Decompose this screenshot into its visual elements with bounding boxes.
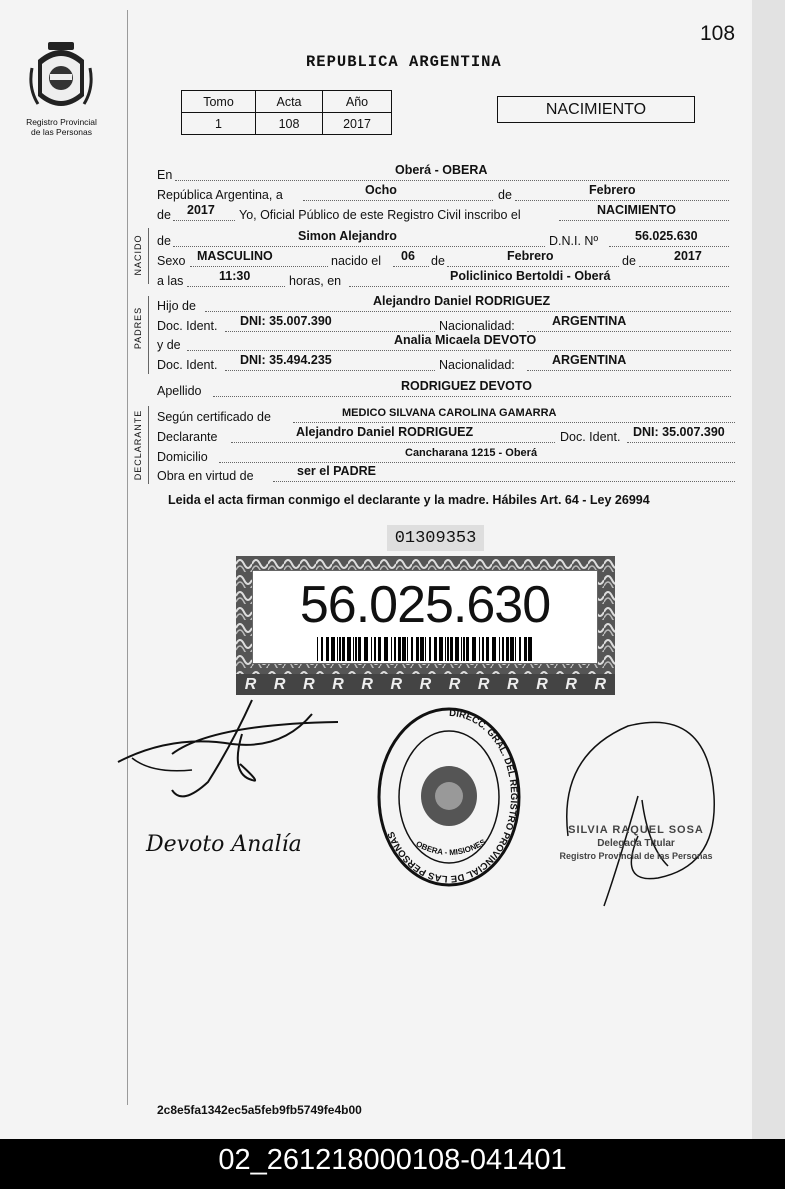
sticker-r-glyph: R <box>303 675 315 693</box>
field-dni: 56.025.630 <box>635 229 698 243</box>
sticker-r-glyph: R <box>594 675 607 693</box>
father-signature-icon <box>112 694 352 810</box>
stamp-text: DIRECC. GRAL. DEL REGISTRO PROVINCIAL DE LAS PERSONAS <box>385 707 519 885</box>
logo-caption: Registro Provincial de las Personas <box>26 117 97 137</box>
page-edge <box>752 0 785 1139</box>
barcode-bar <box>402 637 406 661</box>
barcode-bar <box>331 637 335 661</box>
row-sexo: Sexo MASCULINO nacido el 06 de Febrero de 2017 <box>157 251 729 269</box>
field-tipo: NACIMIENTO <box>597 203 676 217</box>
row-declarante: Declarante Alejandro Daniel RODRIGUEZ Doc. Ident. DNI: 35.007.390 <box>157 427 735 445</box>
sticker-label <box>252 570 598 664</box>
barcode-bar <box>455 637 459 661</box>
officer-office: Registro Provincial de las Personas <box>559 851 713 861</box>
side-label-padres: PADRES <box>133 306 143 350</box>
table-header-acta: Acta <box>256 91 323 113</box>
sticker-dni: 56.025.630 <box>299 576 551 634</box>
barcode-bar <box>499 637 500 661</box>
barcode-bar <box>394 637 396 661</box>
barcode-bar <box>347 637 351 661</box>
barcode-bar <box>407 637 408 661</box>
barcode-bar <box>445 637 446 661</box>
barcode-bar <box>384 637 388 661</box>
field-anio: 2017 <box>674 249 702 263</box>
field-lugar-nacimiento: Policlinico Bertoldi - Oberá <box>450 269 611 283</box>
barcode-bar <box>515 637 516 661</box>
sticker-r-strip <box>236 674 615 695</box>
field-certificado: MEDICO SILVANA CAROLINA GAMARRA <box>342 407 557 419</box>
tomo-acta-ano-table <box>181 90 392 135</box>
row-madre: y de Analia Micaela DEVOTO <box>157 335 731 353</box>
field-lugar: Oberá - OBERA <box>395 163 488 177</box>
act-type-box: NACIMIENTO <box>497 96 695 123</box>
field-padre: Alejandro Daniel RODRIGUEZ <box>373 294 551 308</box>
field-apellido: RODRIGUEZ DEVOTO <box>401 379 533 393</box>
row-en: En Oberá - OBERA <box>157 165 729 183</box>
barcode-bar <box>492 637 496 661</box>
footer-file-id: 02_261218000108-041401 <box>0 1139 785 1189</box>
sticker-r-glyph: R <box>477 675 490 693</box>
barcode-bar <box>472 637 476 661</box>
barcode-bar <box>374 637 376 661</box>
provincial-seal-icon <box>28 38 94 116</box>
barcode-bar <box>434 637 437 661</box>
sticker-r-glyph: R <box>332 675 344 693</box>
dni-sticker <box>236 556 615 695</box>
row-nombre: de Simon Alejandro D.N.I. Nº 56.025.630 <box>157 231 729 249</box>
barcode-bar <box>486 637 489 661</box>
table-value-tomo: 1 <box>182 113 256 135</box>
field-domicilio: Cancharana 1215 - Oberá <box>405 447 538 459</box>
sticker-r-glyph: R <box>244 675 257 693</box>
officer-stamp <box>556 824 716 863</box>
stamp-bottom-text: OBERA - MISIONES <box>414 837 488 858</box>
sticker-r-glyph: R <box>390 675 403 693</box>
field-anio-acta: 2017 <box>187 203 215 217</box>
barcode-bar <box>358 637 361 661</box>
barcode-bar <box>321 637 323 661</box>
row-domicilio: Domicilio Cancharana 1215 - Oberá <box>157 447 735 465</box>
field-hora: 11:30 <box>219 269 251 283</box>
field-dia: 06 <box>401 249 415 263</box>
row-apellido: Apellido RODRIGUEZ DEVOTO <box>157 381 731 399</box>
row-padre-doc: Doc. Ident. DNI: 35.007.390 Nacionalidad: ARGENTINA <box>157 316 731 334</box>
barcode-bar <box>342 637 345 661</box>
barcode-bar <box>447 637 449 661</box>
official-stamp-icon <box>375 704 523 890</box>
document-title: REPUBLICA ARGENTINA <box>306 53 502 71</box>
field-madre-doc: DNI: 35.494.235 <box>240 353 332 367</box>
barcode-bar <box>425 637 426 661</box>
sticker-r-glyph: R <box>273 675 286 693</box>
side-label-nacido: NACIDO <box>133 234 143 276</box>
field-madre: Analia Micaela DEVOTO <box>394 333 537 347</box>
document-hash: 2c8e5fa1342ec5a5feb9fb5749fe4b00 <box>157 1103 362 1117</box>
barcode-bar <box>355 637 357 661</box>
field-declarante-doc: DNI: 35.007.390 <box>633 425 725 439</box>
row-padre: Hijo de Alejandro Daniel RODRIGUEZ <box>157 296 731 314</box>
table-header-tomo: Tomo <box>182 91 256 113</box>
side-label-declarante: DECLARANTE <box>133 409 143 481</box>
barcode-bar <box>439 637 443 661</box>
barcode-bar <box>482 637 484 661</box>
barcode-bar <box>391 637 392 661</box>
serial-number: 01309353 <box>387 525 484 551</box>
barcode-bar <box>317 637 318 661</box>
barcode-bar <box>461 637 462 661</box>
barcode-bar <box>450 637 453 661</box>
barcode-bar <box>528 637 532 661</box>
barcode-bar <box>411 637 413 661</box>
field-padre-nacionalidad: ARGENTINA <box>552 314 627 328</box>
page-number: 108 <box>700 22 736 45</box>
row-yo: de 2017 Yo, Oficial Público de este Registro Civil inscribo el NACIMIENTO <box>157 205 729 223</box>
barcode-icon <box>317 637 537 661</box>
field-dia-palabra: Ocho <box>365 183 397 197</box>
row-obra: Obra en virtud de ser el PADRE <box>157 466 735 484</box>
field-nombre: Simon Alejandro <box>298 229 397 243</box>
margin-line <box>127 10 128 1105</box>
barcode-bar <box>398 637 401 661</box>
barcode-bar <box>337 637 338 661</box>
officer-title: Delegada Titular <box>597 838 675 849</box>
barcode-bar <box>506 637 509 661</box>
row-certificado: Según certificado de MEDICO SILVANA CAROLINA GAMARRA <box>157 407 735 425</box>
table-value-acta: 108 <box>256 113 323 135</box>
closing-text: Leida el acta firman conmigo el declarante y la madre. Hábiles Art. 64 - Ley 26994 <box>168 493 650 507</box>
sticker-r-glyph: R <box>419 675 432 693</box>
svg-text:OBERA - MISIONES <box>414 837 487 857</box>
sticker-r-glyph: R <box>536 675 548 693</box>
barcode-bar <box>479 637 480 661</box>
officer-signature-icon <box>548 716 720 916</box>
sticker-r-glyph: R <box>507 675 519 693</box>
field-mes-palabra: Febrero <box>589 183 636 197</box>
barcode-bar <box>510 637 514 661</box>
barcode-bar <box>353 637 354 661</box>
mother-signature: Devoto Analía <box>146 832 302 857</box>
sticker-r-glyph: R <box>448 675 461 693</box>
row-republica: República Argentina, a Ocho de Febrero <box>157 185 729 203</box>
field-sexo: MASCULINO <box>197 249 273 263</box>
row-madre-doc: Doc. Ident. DNI: 35.494.235 Nacionalidad: ARGENTINA <box>157 355 731 373</box>
barcode-bar <box>416 637 419 661</box>
field-padre-doc: DNI: 35.007.390 <box>240 314 332 328</box>
barcode-bar <box>339 637 341 661</box>
barcode-bar <box>519 637 521 661</box>
barcode-bar <box>371 637 372 661</box>
barcode-bar <box>524 637 527 661</box>
field-obra: ser el PADRE <box>297 464 376 478</box>
table-header-ano: Año <box>323 91 392 113</box>
table-value-ano: 2017 <box>323 113 392 135</box>
officer-name: SILVIA RAQUEL SOSA <box>568 824 704 836</box>
field-madre-nacionalidad: ARGENTINA <box>552 353 627 367</box>
field-mes: Febrero <box>507 249 554 263</box>
barcode-bar <box>463 637 465 661</box>
sticker-r-glyph: R <box>361 675 373 693</box>
barcode-bar <box>364 637 368 661</box>
row-hora: a las 11:30 horas, en Policlinico Bertoldi - Oberá <box>157 271 729 289</box>
barcode-bar <box>326 637 329 661</box>
barcode-bar <box>466 637 469 661</box>
field-declarante: Alejandro Daniel RODRIGUEZ <box>296 425 474 439</box>
barcode-bar <box>502 637 504 661</box>
sticker-r-glyph: R <box>565 675 577 693</box>
barcode-bar <box>378 637 381 661</box>
barcode-bar <box>420 637 424 661</box>
barcode-bar <box>429 637 431 661</box>
